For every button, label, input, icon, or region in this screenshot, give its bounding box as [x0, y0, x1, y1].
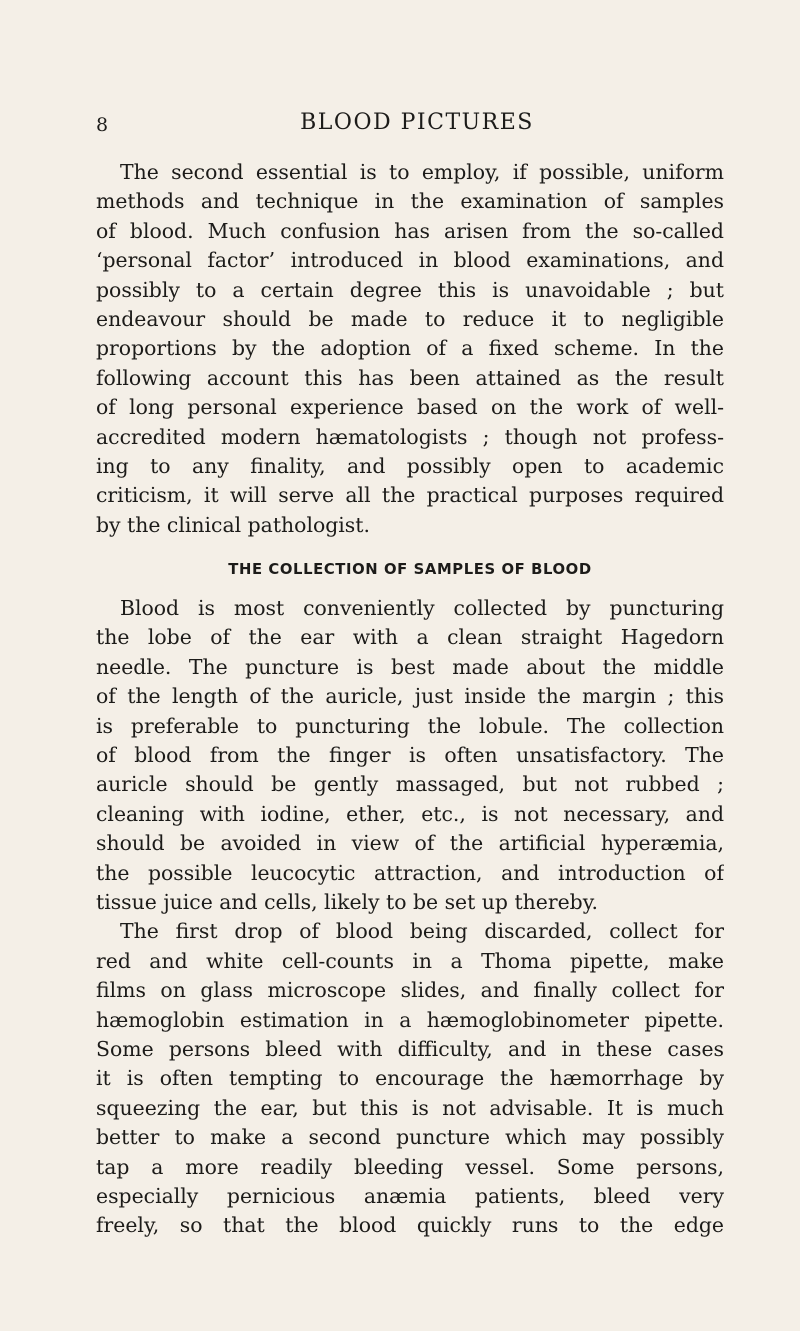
text-line: accredited modern hæmatologists ; though not profess-	[96, 424, 724, 449]
page-number: 8	[96, 114, 109, 136]
text-line: of long personal experience based on the work of well-	[96, 395, 724, 420]
text-line: freely, so that the blood quickly runs to the edge	[96, 1213, 724, 1238]
text-line: should be avoided in view of the artificial hyperæmia,	[96, 831, 724, 856]
text-line: red and white cell-counts in a Thoma pipette, make	[96, 948, 724, 973]
paragraph-uniform-methods	[96, 158, 724, 540]
text-line: by the clinical pathologist.	[96, 512, 370, 537]
text-line: ing to any finality, and possibly open to academic	[96, 453, 724, 478]
text-line: the lobe of the ear with a clean straight Hagedorn	[96, 625, 724, 650]
text-line: Blood is most conveniently collected by puncturing	[120, 596, 724, 621]
paragraph-collection	[96, 594, 724, 917]
text-line: needle. The puncture is best made about the middle	[96, 654, 724, 679]
text-line: endeavour should be made to reduce it to negligible	[96, 306, 724, 331]
body-text	[96, 158, 724, 1241]
section-heading: THE COLLECTION OF SAMPLES OF BLOOD	[228, 561, 592, 579]
text-line: is preferable to puncturing the lobule. The collection	[96, 713, 724, 738]
text-line: following account this has been attained as the result	[96, 365, 724, 390]
text-line: possibly to a certain degree this is unavoidable ; but	[96, 277, 724, 302]
text-line: of blood from the finger is often unsatisfactory. The	[96, 743, 724, 768]
text-line: The second essential is to employ, if possible, uniform	[120, 160, 724, 184]
running-head	[96, 110, 724, 144]
text-line: proportions by the adoption of a fixed scheme. In the	[96, 336, 724, 361]
text-line: of blood. Much confusion has arisen from the so-called	[96, 218, 724, 243]
text-line: auricle should be gently massaged, but not rubbed ;	[96, 772, 724, 797]
text-line: ‘personal factor’ introduced in blood examinations, and	[96, 248, 724, 273]
text-line: The first drop of blood being discarded, collect for	[120, 919, 724, 944]
text-line: Some persons bleed with difficulty, and in these cases	[96, 1036, 724, 1061]
running-title: BLOOD PICTURES	[300, 110, 534, 135]
text-line: tap a more readily bleeding vessel. Some persons,	[96, 1154, 724, 1179]
text-line: cleaning with iodine, ether, etc., is not necessary, and	[96, 801, 724, 826]
paragraph-first-drop	[96, 917, 724, 1240]
text-line: hæmoglobin estimation in a hæmoglobinometer pipette.	[96, 1007, 724, 1032]
text-line: it is often tempting to encourage the hæmorrhage by	[96, 1066, 724, 1091]
text-line: criticism, it will serve all the practical purposes required	[96, 483, 724, 508]
text-line: tissue juice and cells, likely to be set up thereby.	[96, 889, 599, 914]
text-line: methods and technique in the examination of samples	[96, 189, 724, 214]
text-line: squeezing the ear, but this is not advisable. It is much	[96, 1095, 724, 1120]
text-line: better to make a second puncture which may possibly	[96, 1125, 724, 1150]
text-line: of the length of the auricle, just inside the margin ; this	[96, 684, 724, 709]
text-line: especially pernicious anæmia patients, bleed very	[96, 1183, 724, 1208]
text-line: the possible leucocytic attraction, and introduction of	[96, 860, 724, 885]
text-line: films on glass microscope slides, and finally collect for	[96, 978, 724, 1003]
